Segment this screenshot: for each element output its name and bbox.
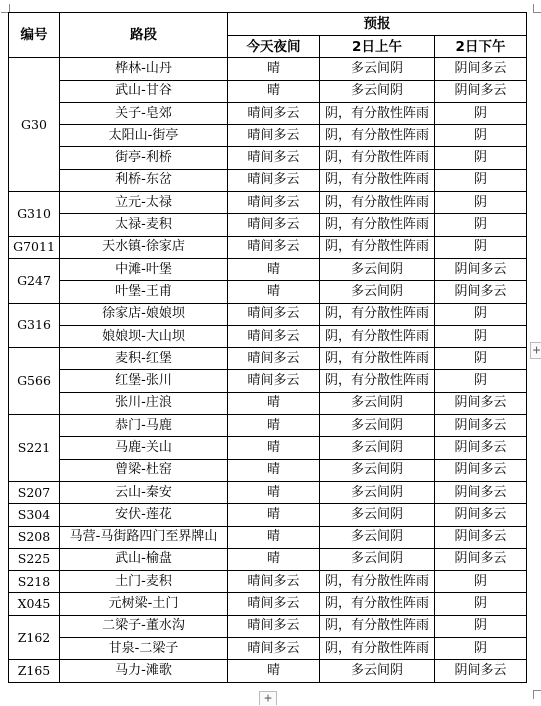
route-cell: 利桥-东岔 <box>60 169 228 191</box>
header-tonight: 今天夜间 <box>228 36 320 58</box>
table-row <box>9 571 527 593</box>
morning-cell: 多云间阴 <box>320 504 435 526</box>
afternoon-cell: 阴间多云 <box>435 481 527 503</box>
table-row <box>9 437 527 459</box>
route-cell: 立元-太禄 <box>60 192 228 214</box>
table-row <box>9 459 527 481</box>
tonight-cell: 晴间多云 <box>228 303 320 325</box>
tonight-cell: 晴 <box>228 548 320 570</box>
afternoon-cell: 阴间多云 <box>435 281 527 303</box>
afternoon-cell: 阴 <box>435 147 527 169</box>
tonight-cell: 晴 <box>228 58 320 80</box>
route-cell: 红堡-张川 <box>60 370 228 392</box>
route-cell: 武山-榆盘 <box>60 548 228 570</box>
morning-cell: 多云间阴 <box>320 526 435 548</box>
table-row <box>9 370 527 392</box>
afternoon-cell: 阴 <box>435 571 527 593</box>
afternoon-cell: 阴 <box>435 615 527 637</box>
morning-cell: 阴，有分散性阵雨 <box>320 370 435 392</box>
road-code-cell: S221 <box>9 415 60 482</box>
afternoon-cell: 阴间多云 <box>435 58 527 80</box>
table-row <box>9 125 527 147</box>
table-header <box>9 13 527 58</box>
afternoon-cell: 阴 <box>435 348 527 370</box>
tonight-cell: 晴间多云 <box>228 169 320 191</box>
road-code-cell: G7011 <box>9 236 60 258</box>
tonight-cell: 晴间多云 <box>228 593 320 615</box>
morning-cell: 多云间阴 <box>320 80 435 102</box>
route-cell: 元树梁-土门 <box>60 593 228 615</box>
header-day2-morning: 2日上午 <box>320 36 435 58</box>
tonight-cell: 晴 <box>228 258 320 280</box>
morning-cell: 阴，有分散性阵雨 <box>320 348 435 370</box>
tonight-cell: 晴 <box>228 415 320 437</box>
table-row <box>9 58 527 80</box>
table-row <box>9 169 527 191</box>
tonight-cell: 晴间多云 <box>228 348 320 370</box>
tonight-cell: 晴 <box>228 526 320 548</box>
route-cell: 二梁子-董水沟 <box>60 615 228 637</box>
morning-cell: 多云间阴 <box>320 258 435 280</box>
afternoon-cell: 阴间多云 <box>435 80 527 102</box>
morning-cell: 多云间阴 <box>320 548 435 570</box>
afternoon-cell: 阴 <box>435 192 527 214</box>
table-row <box>9 147 527 169</box>
morning-cell: 多云间阴 <box>320 459 435 481</box>
tonight-cell: 晴间多云 <box>228 147 320 169</box>
route-cell: 土门-麦积 <box>60 571 228 593</box>
tonight-cell: 晴 <box>228 504 320 526</box>
morning-cell: 阴，有分散性阵雨 <box>320 638 435 660</box>
route-cell: 甘泉-二梁子 <box>60 638 228 660</box>
morning-cell: 阴，有分散性阵雨 <box>320 169 435 191</box>
morning-cell: 阴，有分散性阵雨 <box>320 571 435 593</box>
afternoon-cell: 阴间多云 <box>435 437 527 459</box>
afternoon-cell: 阴 <box>435 370 527 392</box>
road-code-cell: X045 <box>9 593 60 615</box>
tonight-cell: 晴间多云 <box>228 571 320 593</box>
road-code-cell: S208 <box>9 526 60 548</box>
afternoon-cell: 阴间多云 <box>435 258 527 280</box>
morning-cell: 多云间阴 <box>320 437 435 459</box>
page-corner-mark <box>533 4 541 13</box>
table-row <box>9 325 527 347</box>
table-row <box>9 214 527 236</box>
tonight-cell: 晴间多云 <box>228 236 320 258</box>
route-cell: 关子-皂郊 <box>60 102 228 124</box>
table-row <box>9 615 527 637</box>
tonight-cell: 晴间多云 <box>228 325 320 347</box>
table-row <box>9 526 527 548</box>
morning-cell: 多云间阴 <box>320 481 435 503</box>
route-cell: 安伏-莲花 <box>60 504 228 526</box>
tonight-cell: 晴 <box>228 437 320 459</box>
road-code-cell: S225 <box>9 548 60 570</box>
afternoon-cell: 阴间多云 <box>435 459 527 481</box>
route-cell: 太阳山-街亭 <box>60 125 228 147</box>
road-code-cell: Z165 <box>9 660 60 682</box>
weather-forecast-table <box>8 12 527 683</box>
afternoon-cell: 阴间多云 <box>435 526 527 548</box>
road-code-cell: S304 <box>9 504 60 526</box>
route-cell: 马鹿-关山 <box>60 437 228 459</box>
afternoon-cell: 阴 <box>435 236 527 258</box>
table-row <box>9 348 527 370</box>
morning-cell: 阴，有分散性阵雨 <box>320 615 435 637</box>
afternoon-cell: 阴 <box>435 102 527 124</box>
tonight-cell: 晴 <box>228 459 320 481</box>
road-code-cell: G310 <box>9 192 60 237</box>
tonight-cell: 晴间多云 <box>228 192 320 214</box>
afternoon-cell: 阴间多云 <box>435 392 527 414</box>
route-cell: 娘娘坝-大山坝 <box>60 325 228 347</box>
tonight-cell: 晴 <box>228 481 320 503</box>
table-row <box>9 660 527 682</box>
table-row <box>9 638 527 660</box>
route-cell: 武山-甘谷 <box>60 80 228 102</box>
road-code-cell: G566 <box>9 348 60 415</box>
morning-cell: 阴，有分散性阵雨 <box>320 125 435 147</box>
route-cell: 马力-滩歌 <box>60 660 228 682</box>
table-row <box>9 392 527 414</box>
route-cell: 桦林-山丹 <box>60 58 228 80</box>
route-cell: 云山-秦安 <box>60 481 228 503</box>
tonight-cell: 晴间多云 <box>228 615 320 637</box>
afternoon-cell: 阴间多云 <box>435 504 527 526</box>
table-row <box>9 80 527 102</box>
morning-cell: 阴，有分散性阵雨 <box>320 214 435 236</box>
table-row <box>9 504 527 526</box>
table-row <box>9 415 527 437</box>
route-cell: 曾梁-杜窑 <box>60 459 228 481</box>
route-cell: 张川-庄浪 <box>60 392 228 414</box>
page-corner-mark <box>533 690 541 699</box>
morning-cell: 多云间阴 <box>320 281 435 303</box>
afternoon-cell: 阴 <box>435 169 527 191</box>
add-row-button[interactable]: + <box>259 691 277 705</box>
table-row <box>9 192 527 214</box>
tonight-cell: 晴间多云 <box>228 214 320 236</box>
morning-cell: 多云间阴 <box>320 58 435 80</box>
road-code-cell: G30 <box>9 58 60 192</box>
header-day2-afternoon: 2日下午 <box>435 36 527 58</box>
route-cell: 太禄-麦积 <box>60 214 228 236</box>
tonight-cell: 晴间多云 <box>228 370 320 392</box>
morning-cell: 多云间阴 <box>320 660 435 682</box>
afternoon-cell: 阴 <box>435 593 527 615</box>
morning-cell: 多云间阴 <box>320 415 435 437</box>
afternoon-cell: 阴 <box>435 325 527 347</box>
table-row <box>9 236 527 258</box>
route-cell: 马营-马街路四门至界牌山 <box>60 526 228 548</box>
tonight-cell: 晴间多云 <box>228 638 320 660</box>
afternoon-cell: 阴 <box>435 303 527 325</box>
morning-cell: 阴，有分散性阵雨 <box>320 593 435 615</box>
afternoon-cell: 阴 <box>435 214 527 236</box>
afternoon-cell: 阴 <box>435 125 527 147</box>
route-cell: 叶堡-王甫 <box>60 281 228 303</box>
table-row <box>9 593 527 615</box>
route-cell: 天水镇-徐家店 <box>60 236 228 258</box>
road-code-cell: G316 <box>9 303 60 348</box>
table-row <box>9 548 527 570</box>
table-row <box>9 102 527 124</box>
table-row <box>9 281 527 303</box>
morning-cell: 阴，有分散性阵雨 <box>320 192 435 214</box>
table-row <box>9 258 527 280</box>
morning-cell: 阴，有分散性阵雨 <box>320 102 435 124</box>
route-cell: 徐家店-娘娘坝 <box>60 303 228 325</box>
header-code: 编号 <box>9 13 60 58</box>
route-cell: 麦积-红堡 <box>60 348 228 370</box>
table-row <box>9 481 527 503</box>
tonight-cell: 晴 <box>228 80 320 102</box>
tonight-cell: 晴 <box>228 281 320 303</box>
route-cell: 街亭-利桥 <box>60 147 228 169</box>
road-code-cell: S218 <box>9 571 60 593</box>
road-code-cell: S207 <box>9 481 60 503</box>
header-forecast: 预报 <box>228 13 527 36</box>
table-body <box>9 58 527 682</box>
afternoon-cell: 阴间多云 <box>435 660 527 682</box>
add-column-button[interactable]: + <box>530 342 541 359</box>
table-row <box>9 303 527 325</box>
road-code-cell: G247 <box>9 258 60 303</box>
tonight-cell: 晴间多云 <box>228 102 320 124</box>
tonight-cell: 晴 <box>228 660 320 682</box>
road-code-cell: Z162 <box>9 615 60 660</box>
afternoon-cell: 阴间多云 <box>435 548 527 570</box>
morning-cell: 阴，有分散性阵雨 <box>320 303 435 325</box>
morning-cell: 多云间阴 <box>320 392 435 414</box>
tonight-cell: 晴间多云 <box>228 125 320 147</box>
afternoon-cell: 阴间多云 <box>435 415 527 437</box>
morning-cell: 阴，有分散性阵雨 <box>320 147 435 169</box>
morning-cell: 阴，有分散性阵雨 <box>320 236 435 258</box>
tonight-cell: 晴 <box>228 392 320 414</box>
afternoon-cell: 阴 <box>435 638 527 660</box>
route-cell: 恭门-马鹿 <box>60 415 228 437</box>
header-route: 路段 <box>60 13 228 58</box>
morning-cell: 阴，有分散性阵雨 <box>320 325 435 347</box>
route-cell: 中滩-叶堡 <box>60 258 228 280</box>
